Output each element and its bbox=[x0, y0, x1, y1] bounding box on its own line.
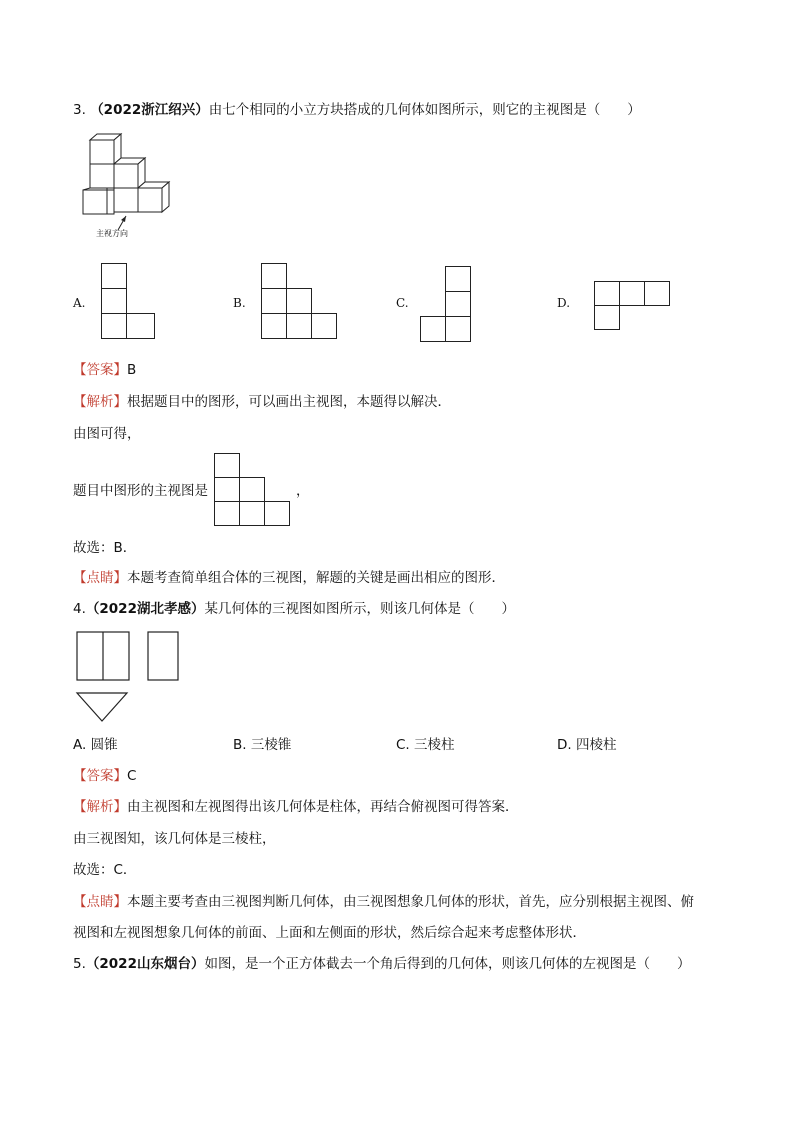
q3-option-d-label: D. bbox=[557, 296, 571, 310]
q4-comment-tag: 【点睛】 bbox=[73, 894, 127, 910]
q4-stem: 某几何体的三视图如图所示，则该几何体是（ ） bbox=[204, 601, 515, 617]
q4-option-d-letter: D. bbox=[557, 737, 572, 753]
q4-option-c-text: 三棱柱 bbox=[414, 737, 455, 753]
q4-three-views-figure bbox=[76, 631, 186, 729]
q4-option-a-text: 圆锥 bbox=[90, 737, 118, 753]
q3-source: （2022浙江绍兴） bbox=[90, 102, 209, 118]
q3-figure-caption: 主视方向 bbox=[96, 229, 128, 238]
q4-option-a[interactable] bbox=[73, 735, 118, 755]
q3-option-b-figure[interactable] bbox=[261, 263, 341, 343]
q3-option-a-label: A. bbox=[73, 296, 86, 310]
q3-comment-line bbox=[73, 568, 505, 588]
q4-left-view bbox=[148, 632, 178, 680]
q3-number: 3. bbox=[73, 102, 86, 118]
q5-number: 5. bbox=[73, 956, 86, 972]
q4-option-d[interactable] bbox=[557, 735, 616, 755]
q3-answer-line bbox=[73, 360, 136, 380]
q3-analysis-tag: 【解析】 bbox=[73, 394, 127, 410]
q4-option-c-letter: C. bbox=[396, 737, 410, 753]
q3-option-c-label: C. bbox=[396, 296, 409, 310]
q3-option-d-figure[interactable] bbox=[594, 281, 674, 337]
q3-analysis: 根据题目中的图形，可以画出主视图，本题得以解决． bbox=[127, 394, 451, 410]
q4-answer-line bbox=[73, 766, 136, 786]
q3-step2-line bbox=[73, 481, 208, 501]
q3-cube-svg bbox=[80, 132, 180, 242]
q4-comment-line1: 本题主要考查由三视图判断几何体，由三视图想象几何体的形状，首先，应分别根据主视图、俯 bbox=[127, 894, 694, 910]
q3-analysis-line bbox=[73, 392, 451, 412]
q4-answer-tag: 【答案】 bbox=[73, 768, 127, 784]
q3-option-b-label: B. bbox=[233, 296, 246, 310]
q3-stem-line bbox=[73, 100, 641, 120]
q4-stem-line bbox=[73, 599, 515, 619]
q4-option-b-letter: B. bbox=[233, 737, 247, 753]
q4-option-b-text: 三棱锥 bbox=[250, 737, 292, 753]
q3-stem: 由七个相同的小立方块搭成的几何体如图所示，则它的主视图是（ ） bbox=[208, 102, 641, 118]
q5-stem: 如图，是一个正方体截去一个角后得到的几何体，则该几何体的左视图是（ ） bbox=[204, 956, 691, 972]
q3-answer-tag: 【答案】 bbox=[73, 362, 127, 378]
q4-choose: 故选：C． bbox=[73, 862, 137, 878]
q5-stem-line bbox=[73, 954, 690, 974]
q4-analysis-line bbox=[73, 797, 519, 817]
q4-analysis: 由主视图和左视图得出该几何体是柱体，再结合俯视图可得答案． bbox=[127, 799, 519, 815]
q3-cube-figure bbox=[80, 132, 180, 246]
q4-option-c[interactable] bbox=[396, 735, 455, 755]
q3-step2-suffix: ， bbox=[296, 483, 310, 499]
q3-comment-tag: 【点睛】 bbox=[73, 570, 127, 586]
q4-top-view bbox=[77, 693, 127, 721]
q4-step1: 由三视图知，该几何体是三棱柱， bbox=[73, 831, 276, 847]
q4-number: 4. bbox=[73, 601, 86, 617]
q3-step2-prefix: 题目中图形的主视图是 bbox=[73, 483, 208, 499]
q3-comment: 本题考查简单组合体的三视图，解题的关键是画出相应的图形． bbox=[127, 570, 505, 586]
q4-answer: C bbox=[127, 768, 137, 784]
q4-comment-line2: 视图和左视图想象几何体的前面、上面和左侧面的形状，然后综合起来考虑整体形状． bbox=[73, 925, 586, 941]
q3-option-a-figure[interactable] bbox=[101, 263, 157, 343]
q3-option-c-figure[interactable] bbox=[420, 266, 476, 346]
q3-solution-figure bbox=[214, 453, 294, 533]
q3-answer: B bbox=[127, 362, 137, 378]
q4-option-b[interactable] bbox=[233, 735, 291, 755]
q4-analysis-tag: 【解析】 bbox=[73, 799, 127, 815]
q5-source: （2022山东烟台） bbox=[85, 956, 205, 972]
q3-choose: 故选：B． bbox=[73, 540, 137, 556]
q3-step1: 由图可得， bbox=[73, 426, 141, 442]
q4-source: （2022湖北孝感） bbox=[85, 601, 205, 617]
q4-comment-line bbox=[73, 892, 694, 912]
q4-option-d-text: 四棱柱 bbox=[575, 737, 617, 753]
q4-option-a-letter: A. bbox=[73, 737, 87, 753]
